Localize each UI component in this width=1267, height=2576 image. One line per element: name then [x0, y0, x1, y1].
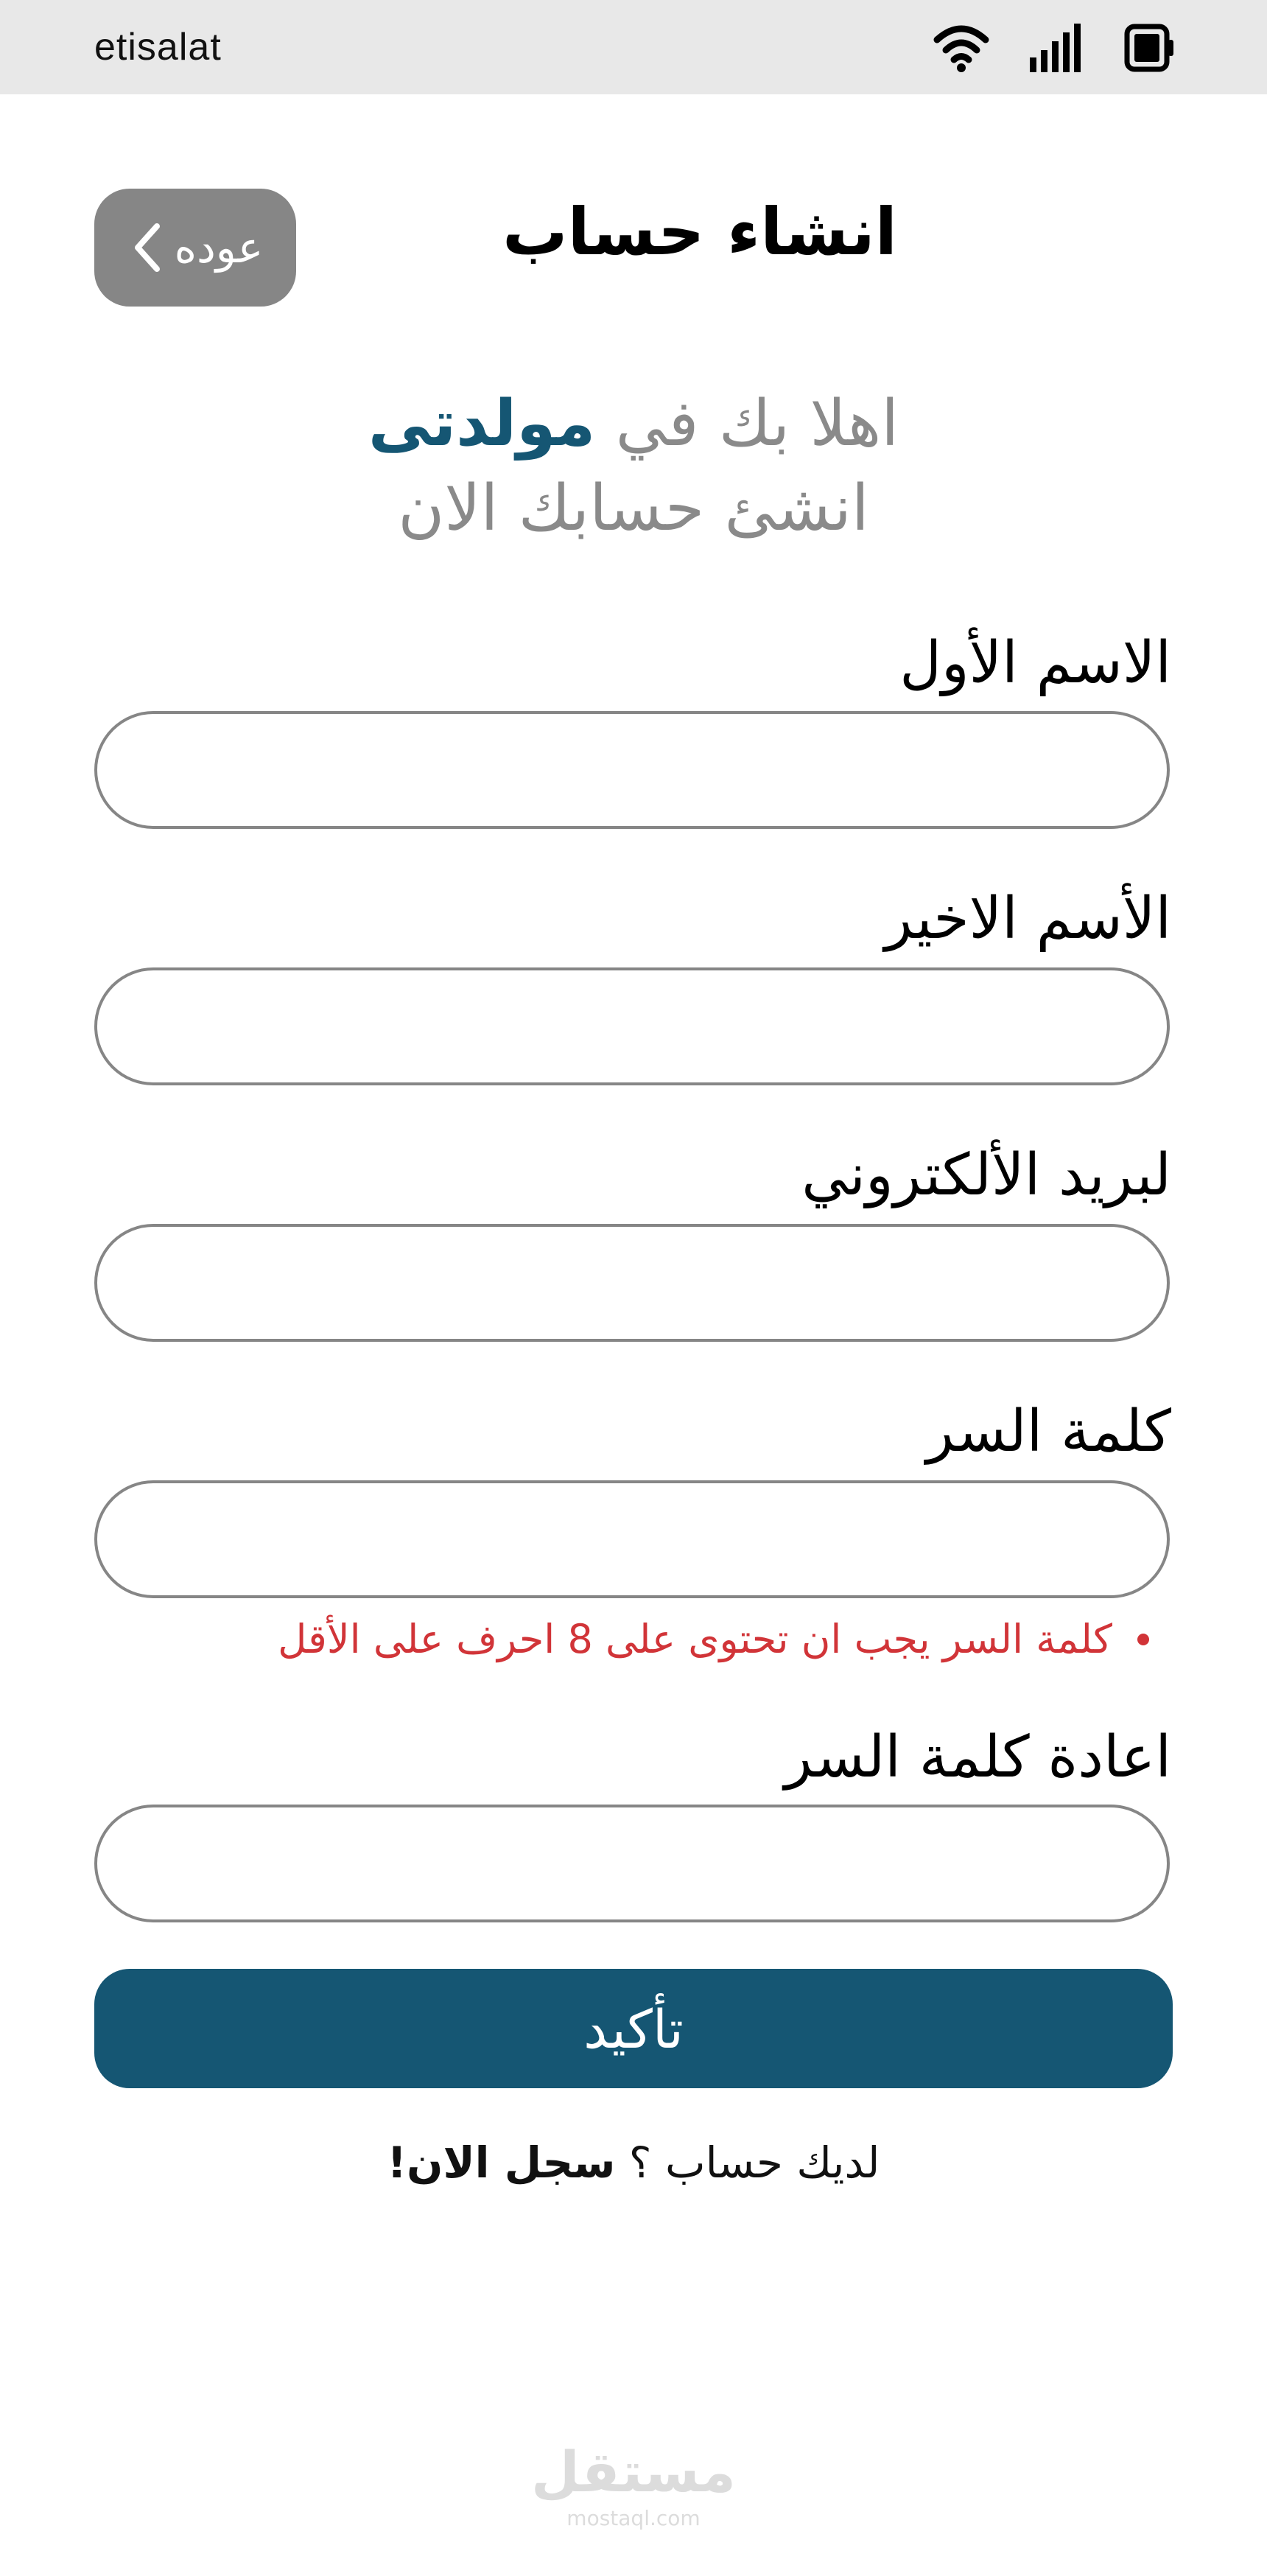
confirm-password-input[interactable]: [94, 1805, 1170, 1922]
battery-icon: [1124, 21, 1176, 74]
error-bullet-icon: [1137, 1634, 1149, 1645]
page-title: انشاء حساب: [502, 194, 897, 270]
email-input[interactable]: [94, 1224, 1170, 1342]
welcome-heading: [192, 379, 1075, 468]
last-name-input[interactable]: [94, 967, 1170, 1085]
back-button-label: عوده: [174, 223, 264, 273]
password-error-text: كلمة السر يجب ان تحتوى على 8 احرف على الأقل: [278, 1616, 1112, 1662]
signal-icon: [1028, 21, 1083, 74]
confirm-password-label: اعادة كلمة السر: [784, 1724, 1171, 1791]
register-now-link[interactable]: سجل الان!: [387, 2138, 616, 2188]
watermark-logo: [523, 2439, 744, 2542]
watermark-latin: mostaql.com: [566, 2506, 701, 2530]
login-prompt: [192, 2122, 1075, 2203]
first-name-input[interactable]: [94, 711, 1170, 829]
carrier-name: etisalat: [94, 26, 222, 69]
wifi-icon: [933, 21, 990, 74]
email-label: لبريد الألكتروني: [801, 1142, 1171, 1208]
first-name-label: الاسم الأول: [899, 630, 1171, 696]
welcome-prefix: اهلا بك في: [615, 387, 899, 461]
watermark-arabic: مستقل: [531, 2439, 736, 2505]
brand-name: مولدتى: [368, 387, 596, 461]
password-label: كلمة السر: [926, 1399, 1171, 1465]
password-input[interactable]: [94, 1480, 1170, 1598]
chevron-left-icon: [127, 220, 167, 275]
login-prompt-text: لديك حساب ؟: [628, 2138, 880, 2188]
last-name-label: الأسم الاخير: [884, 886, 1171, 952]
password-error: [118, 1599, 1149, 1680]
welcome-subtitle: انشئ حسابك الان: [398, 472, 869, 545]
status-bar: [0, 0, 1267, 94]
back-button[interactable]: [94, 189, 296, 307]
confirm-button[interactable]: تأكيد: [94, 1969, 1173, 2088]
